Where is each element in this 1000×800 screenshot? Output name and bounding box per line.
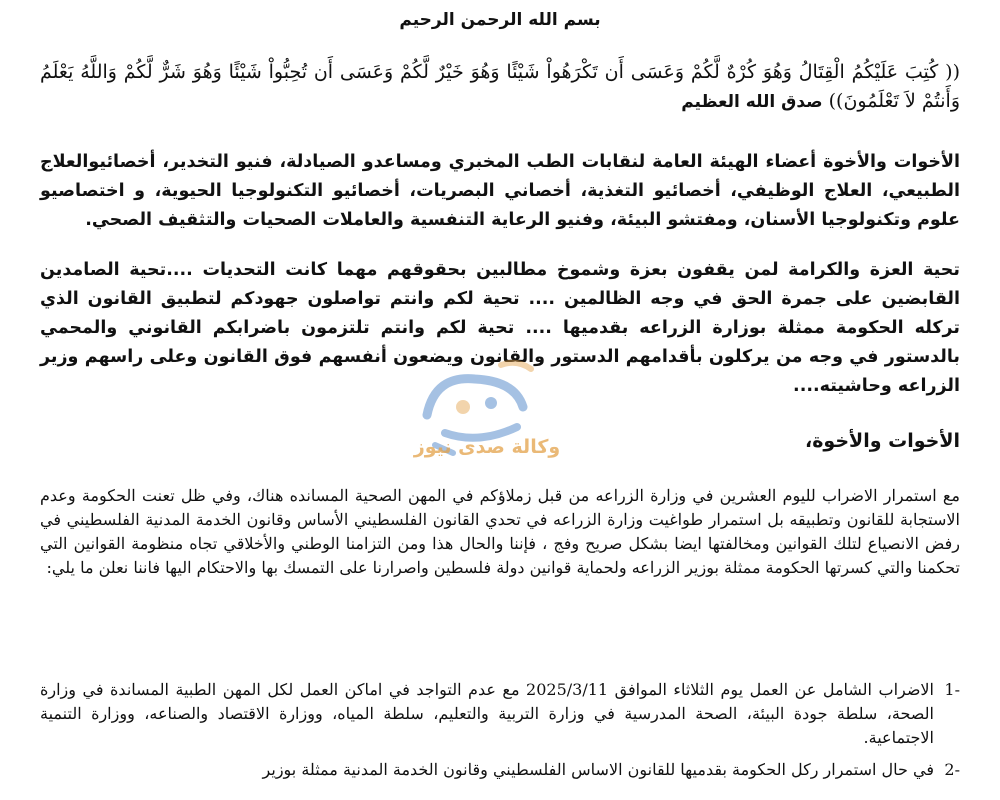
demands-list: [40, 678, 960, 790]
quran-verse: [40, 58, 960, 117]
list-item-number: -2: [944, 760, 960, 779]
verse-closing: صدق الله العظيم: [681, 92, 823, 112]
strike-paragraph: مع استمرار الاضراب لليوم العشرين في وزارة الزراعه من قبل زملاؤكم في المهن الصحية المسانده هناك، وفي ظل تعنت الحكومة وعدم الاستجابة للقانون وتطبيقه بل استمرار طواغيت وزارة الزراعه في تحدي القانون الفلسطيني الأساس وقانون الخدمة المدنية الفلسطيني في رفض الانصياع لتلك القوانين ومخالفتها ايضا بشكل صريح وفج ، فإننا والحال هذا ومن التزامنا الوطني والأخلاقي تجاه منظومة القوانين التي تحكمنا والتي كسرتها الحكومة ممثلة بوزير الزراعه ولحماية قوانين دولة فلسطين واصرارنا على التمسك بها والاحتكام اليها فاننا نعلن ما يلي:: [40, 486, 960, 577]
basmala-heading: بسم الله الرحمن الرحيم: [399, 10, 601, 30]
list-item: [40, 758, 960, 782]
list-item-text: في حال استمرار ركل الحكومة بقدميها للقانون الاساس الفلسطيني وقانون الخدمة المدنية ممثلة بوزير: [262, 760, 934, 779]
list-item: [40, 678, 960, 750]
salute-paragraph: تحية العزة والكرامة لمن يقفون بعزة وشموخ مطالبين بحقوقهم مهما كانت التحديات ....تحية الصامدين القابضين على جمرة الحق في وجه الظالمين .... تحية لكم وانتم تواصلون جهودكم لتطبيق القانون الذي تركله الحكومة ممثلة بوزارة الزراعه بقدميها .... تحية لكم وانتم تلتزمون باضرابكم القانوني والمحمي بالدستور في وجه من يركلون بأقدامهم الدستور والقانون ويضعون أنفسهم فوق القانون وعلى راسهم وزير الزراعه وحاشيته....: [40, 260, 960, 396]
list-item-number: -1: [944, 680, 960, 699]
second-greeting: الأخوات والأخوة،: [805, 430, 960, 452]
members-paragraph: الأخوات والأخوة أعضاء الهيئة العامة لنقابات الطب المخبري ومساعدو الصيادلة، فنيو التخدير، أخصائيوالعلاج الطبيعي، العلاج الوظيفي، أخصائيو التغذية، أخصاني البصريات، أخصائيو التكنولوجيا الحيوية، و اختصاصيو علوم وتكنولوجيا الأسنان، ومفتشو البيئة، وفنيو الرعاية التنفسية والعاملات الصحيات والتثقيف الصحي.: [40, 152, 960, 230]
list-item-text: الاضراب الشامل عن العمل يوم الثلاثاء الموافق 2025/3/11 مع عدم التواجد في اماكن العمل لكل المهن الطبية المساندة في وزارة الصحة، سلطة جودة البيئة، الصحة المدرسية في وزارة التربية والتعليم، سلطة المياه، ووزارة الاقتصاد والصناعه، ووزارة التنمية الاجتماعية.: [40, 680, 934, 747]
watermark-agency-text: وكالة صدى نيوز: [413, 436, 561, 458]
verse-text: (( كُتِبَ عَلَيْكُمُ الْقِتَالُ وَهُوَ كُرْهٌ لَّكُمْ وَعَسَى أَن تَكْرَهُواْ شَيْئًا وَهُوَ خَيْرٌ لَّكُمْ وَعَسَى أَن تُحِبُّواْ شَيْئًا وَهُوَ شَرٌّ لَّكُمْ وَاللَّهُ يَعْلَمُ وَأَنتُمْ لاَ تَعْلَمُونَ)): [40, 61, 960, 112]
